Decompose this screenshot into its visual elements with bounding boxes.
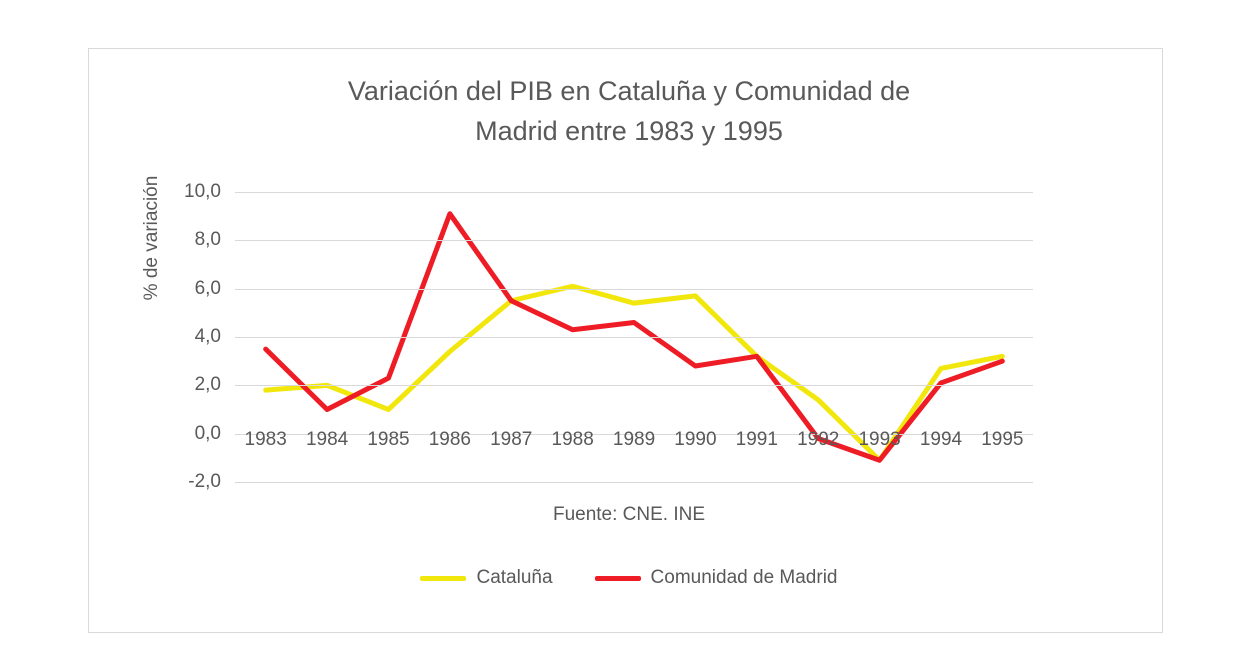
y-tick-label: 6,0 <box>194 277 221 299</box>
y-tick-label: -2,0 <box>188 471 221 492</box>
y-tick-label: 2,0 <box>194 374 221 396</box>
legend-label: Comunidad de Madrid <box>650 567 838 588</box>
y-tick-label: 4,0 <box>194 326 221 347</box>
y-axis-tick-labels <box>155 181 221 492</box>
y-tick-label: 8,0 <box>194 229 221 251</box>
legend-swatch-icon <box>595 576 641 581</box>
gridline <box>235 385 1033 386</box>
gridline <box>235 192 1033 193</box>
x-tick-label: 1986 <box>428 429 471 450</box>
x-tick-label: 1989 <box>612 429 656 450</box>
source-note: Fuente: CNE. INE <box>552 504 706 525</box>
gridline <box>235 289 1033 290</box>
x-tick-label: 1983 <box>244 429 287 450</box>
x-tick-label: 1985 <box>367 429 410 450</box>
y-tick-label: 10,0 <box>184 181 221 202</box>
x-tick-label: 1995 <box>981 429 1024 450</box>
gridline <box>235 240 1033 241</box>
x-tick-label: 1993 <box>858 429 901 450</box>
x-axis-tick-labels <box>235 429 1033 457</box>
legend-swatch-icon <box>420 576 466 581</box>
x-tick-label: 1994 <box>919 429 963 450</box>
legend-item-catalunya[interactable] <box>420 567 552 589</box>
x-tick-label: 1991 <box>735 429 778 450</box>
chart-title-line-2: Madrid entre 1983 y 1995 <box>475 116 783 146</box>
gridline <box>235 337 1033 338</box>
x-tick-label: 1988 <box>551 429 594 450</box>
chart-title-line-1: Variación del PIB en Cataluña y Comunidad de <box>347 76 911 106</box>
legend-item-comunidad-de-madrid[interactable] <box>595 567 838 589</box>
y-axis-label: % de variación <box>141 175 162 301</box>
chart-title <box>209 71 1049 151</box>
x-tick-label: 1992 <box>797 429 840 450</box>
x-tick-label: 1984 <box>305 429 349 450</box>
x-tick-label: 1990 <box>674 429 717 450</box>
legend-label: Cataluña <box>476 567 553 588</box>
gridline <box>235 482 1033 483</box>
chart-legend <box>209 567 1049 589</box>
chart-card <box>88 48 1163 633</box>
x-tick-label: 1987 <box>490 429 533 450</box>
y-tick-label: 0,0 <box>194 422 221 444</box>
